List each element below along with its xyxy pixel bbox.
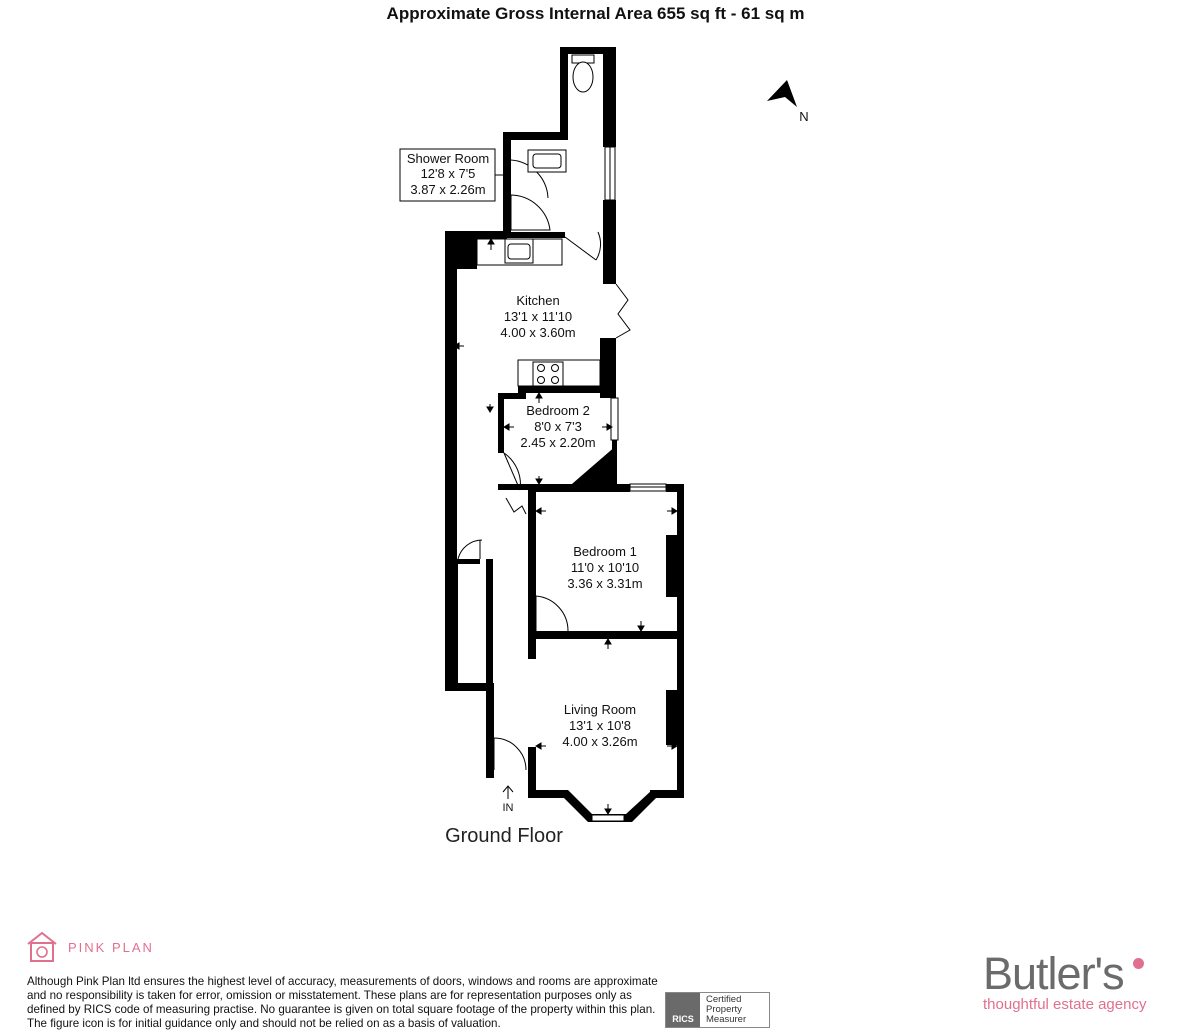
pink-plan-brand: PINK PLAN bbox=[68, 939, 154, 955]
bedroom1-name: Bedroom 1 bbox=[573, 544, 637, 559]
rics-badge bbox=[665, 992, 770, 1028]
entrance-label: IN bbox=[502, 802, 514, 814]
toilet-icon bbox=[573, 62, 593, 92]
shower-tray-icon bbox=[511, 195, 550, 230]
butlers-logo bbox=[983, 950, 1163, 1013]
kitchen-imperial: 13'1 x 11'10 bbox=[503, 309, 573, 324]
agent-tagline: thoughtful estate agency bbox=[983, 996, 1147, 1013]
living-room-name: Living Room bbox=[563, 702, 637, 717]
shower-room-name: Shower Room bbox=[406, 151, 490, 166]
pink-plan-house-icon bbox=[26, 930, 58, 964]
rics-logo: RICS bbox=[666, 993, 700, 1027]
floor-label: Ground Floor bbox=[445, 825, 563, 847]
kitchen-name: Kitchen bbox=[516, 293, 560, 308]
agent-name: Butler's bbox=[983, 948, 1124, 999]
living-room-imperial: 13'1 x 10'8 bbox=[568, 718, 632, 733]
bedroom2-name: Bedroom 2 bbox=[526, 403, 590, 418]
hob-icon bbox=[533, 362, 563, 386]
bedroom2-imperial: 8'0 x 7'3 bbox=[534, 419, 582, 434]
shower-room-imperial: 12'8 x 7'5 bbox=[420, 166, 476, 181]
shower-room-metric: 3.87 x 2.26m bbox=[410, 182, 486, 197]
compass-north-label: N bbox=[799, 109, 809, 124]
kitchen-metric: 4.00 x 3.60m bbox=[500, 325, 576, 340]
logo-dot-icon bbox=[1133, 958, 1144, 969]
pink-plan-logo bbox=[26, 930, 154, 964]
rics-certified-text: Certified Property Measurer bbox=[706, 994, 747, 1025]
compass-icon bbox=[767, 80, 797, 107]
entrance-arrow-icon bbox=[503, 786, 513, 799]
bedroom2-metric: 2.45 x 2.20m bbox=[520, 435, 596, 450]
living-room-metric: 4.00 x 3.26m bbox=[562, 734, 638, 749]
page-title: Approximate Gross Internal Area 655 sq ft - 61 sq m bbox=[386, 4, 805, 23]
bedroom1-metric: 3.36 x 3.31m bbox=[567, 576, 643, 591]
bedroom1-imperial: 11'0 x 10'10 bbox=[570, 560, 640, 575]
disclaimer-text: Although Pink Plan ltd ensures the highest level of accuracy, measurements of doors, windows and rooms are approximate and no responsibility is taken for error, omission or misstatement. These plans are for representation purposes only as defined by RICS code of measuring practise. No guarantee is given on total square footage of the property within this plan. The figure icon is for initial guidance only and should not be relied on as a basis of valuation. bbox=[27, 975, 658, 1030]
